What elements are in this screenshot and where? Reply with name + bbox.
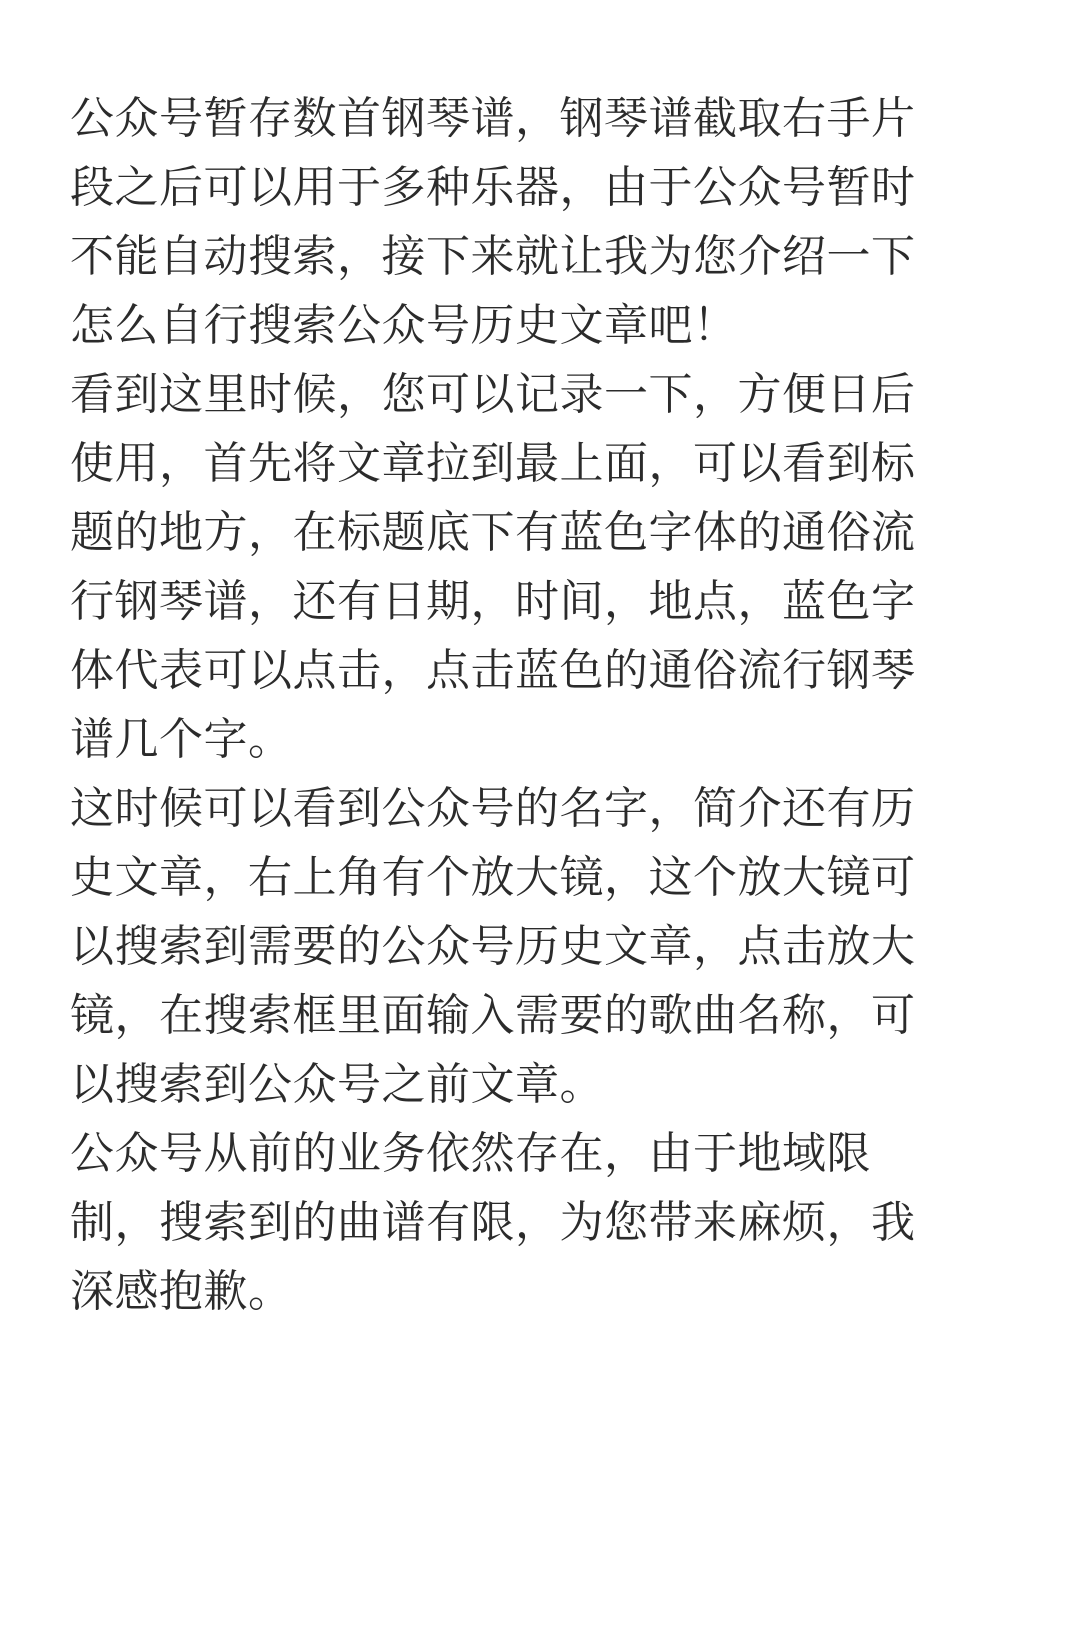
text-line: 这时候可以看到公众号的名字，简介还有历 (70, 783, 916, 834)
text-line: 行钢琴谱，还有日期，时间，地点，蓝色字 (70, 576, 916, 627)
text-line: 制，搜索到的曲谱有限，为您带来麻烦，我 (70, 1197, 916, 1248)
text-line: 看到这里时候，您可以记录一下，方便日后 (70, 369, 916, 420)
text-line: 不能自动搜索，接下来就让我为您介绍一下 (70, 231, 916, 282)
paragraph-4 (70, 1119, 960, 1326)
article-body (70, 84, 960, 1326)
text-line: 以搜索到需要的公众号历史文章，点击放大 (70, 921, 916, 972)
text-line: 段之后可以用于多种乐器，由于公众号暂时 (70, 162, 916, 213)
text-line: 题的地方，在标题底下有蓝色字体的通俗流 (70, 507, 916, 558)
text-line: 公众号暂存数首钢琴谱，钢琴谱截取右手片 (70, 93, 916, 144)
text-line: 怎么自行搜索公众号历史文章吧！ (70, 300, 738, 351)
paragraph-3 (70, 774, 960, 1119)
paragraph-2 (70, 360, 960, 774)
text-line: 体代表可以点击，点击蓝色的通俗流行钢琴 (70, 645, 916, 696)
paragraph-1 (70, 84, 960, 360)
text-line: 史文章，右上角有个放大镜，这个放大镜可 (70, 852, 916, 903)
text-line: 镜，在搜索框里面输入需要的歌曲名称，可 (70, 990, 916, 1041)
text-line: 以搜索到公众号之前文章。 (70, 1059, 604, 1110)
text-line: 使用，首先将文章拉到最上面，可以看到标 (70, 438, 916, 489)
text-line: 深感抱歉。 (70, 1266, 293, 1317)
text-line: 谱几个字。 (70, 714, 293, 765)
text-line: 公众号从前的业务依然存在，由于地域限 (70, 1128, 871, 1179)
